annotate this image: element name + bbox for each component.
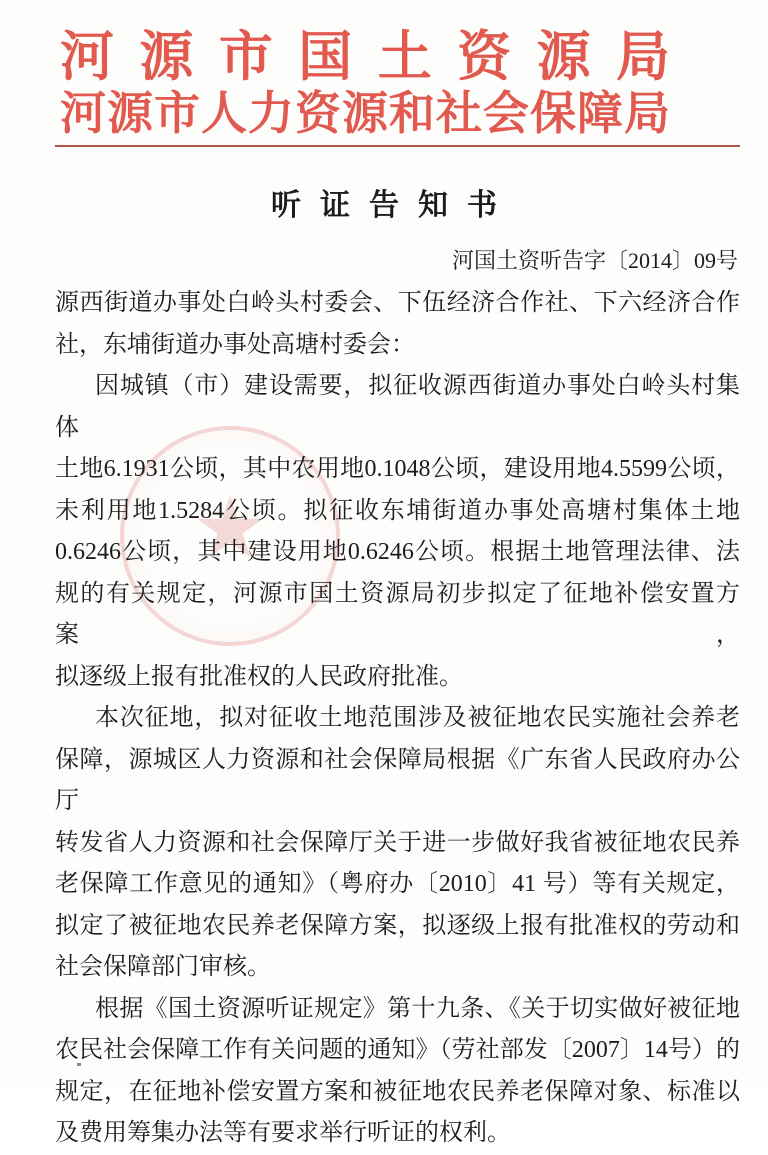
body-line: 社，东埔街道办事处高塘村委会： — [55, 331, 415, 358]
body-line: 因城镇（市）建设需要，拟征收源西街道办事处白岭头村集体 — [55, 373, 740, 441]
body-line: 规的有关规定，河源市国土资源局初步拟定了征地补偿安置方案， — [55, 580, 740, 648]
body-line: 本次征地，拟对征收土地范围涉及被征地农民实施社会养老 — [95, 705, 740, 731]
body-line: 拟定了被征地农民养老保障方案，拟逐级上报有批准权的劳动和 — [55, 912, 740, 939]
body-line: 拟逐级上报有批准权的人民政府批准。 — [55, 663, 463, 690]
letterhead-agency-1: 河源市国土资源局 — [60, 27, 670, 87]
letterhead — [60, 28, 670, 140]
body-line: 源西街道办事处白岭头村委会、下伍经济合作社、下六经济合作 — [55, 290, 740, 316]
body-line: 土地6.1931公顷，其中农用地0.1048公顷，建设用地4.5599公顷， — [55, 456, 740, 482]
scan-artifact-dot — [77, 1063, 81, 1066]
seal-star-icon: ★ — [191, 480, 269, 576]
body-line: 未利用地1.5284公顷。拟征收东埔街道办事处高塘村集体土地 — [55, 497, 740, 524]
body-line: 0.6246公顷，其中建设用地0.6246公顷。根据土地管理法律、法 — [55, 539, 740, 565]
document-reference-number: 河国土资听告字〔2014〕09号 — [451, 248, 738, 273]
letterhead-agency-2: 河源市人力资源和社会保障局 — [60, 88, 670, 139]
body-line: 社会保障部门审核。 — [55, 954, 271, 980]
body-line: 老保障工作意见的通知》（粤府办〔2010〕41 号）等有关规定， — [55, 871, 740, 897]
body-line: 农民社会保障工作有关问题的通知》（劳社部发〔2007〕14号）的 — [55, 1037, 740, 1063]
body-line: 及费用筹集办法等有要求举行听证的权利。 — [55, 1120, 511, 1146]
document-body — [55, 283, 740, 1155]
letterhead-divider-rule — [55, 145, 740, 147]
body-line: 保障，源城区人力资源和社会保障局根据《广东省人民政府办公厅 — [55, 746, 740, 814]
body-line: 根据《国土资源听证规定》第十九条、《关于切实做好被征地 — [95, 995, 740, 1022]
body-line: 规定，在征地补偿安置方案和被征地农民养老保障对象、标准以 — [55, 1078, 740, 1105]
body-line: 转发省人力资源和社会保障厅关于进一步做好我省被征地农民养 — [55, 829, 740, 856]
document-title: 听证告知书 — [271, 189, 516, 222]
